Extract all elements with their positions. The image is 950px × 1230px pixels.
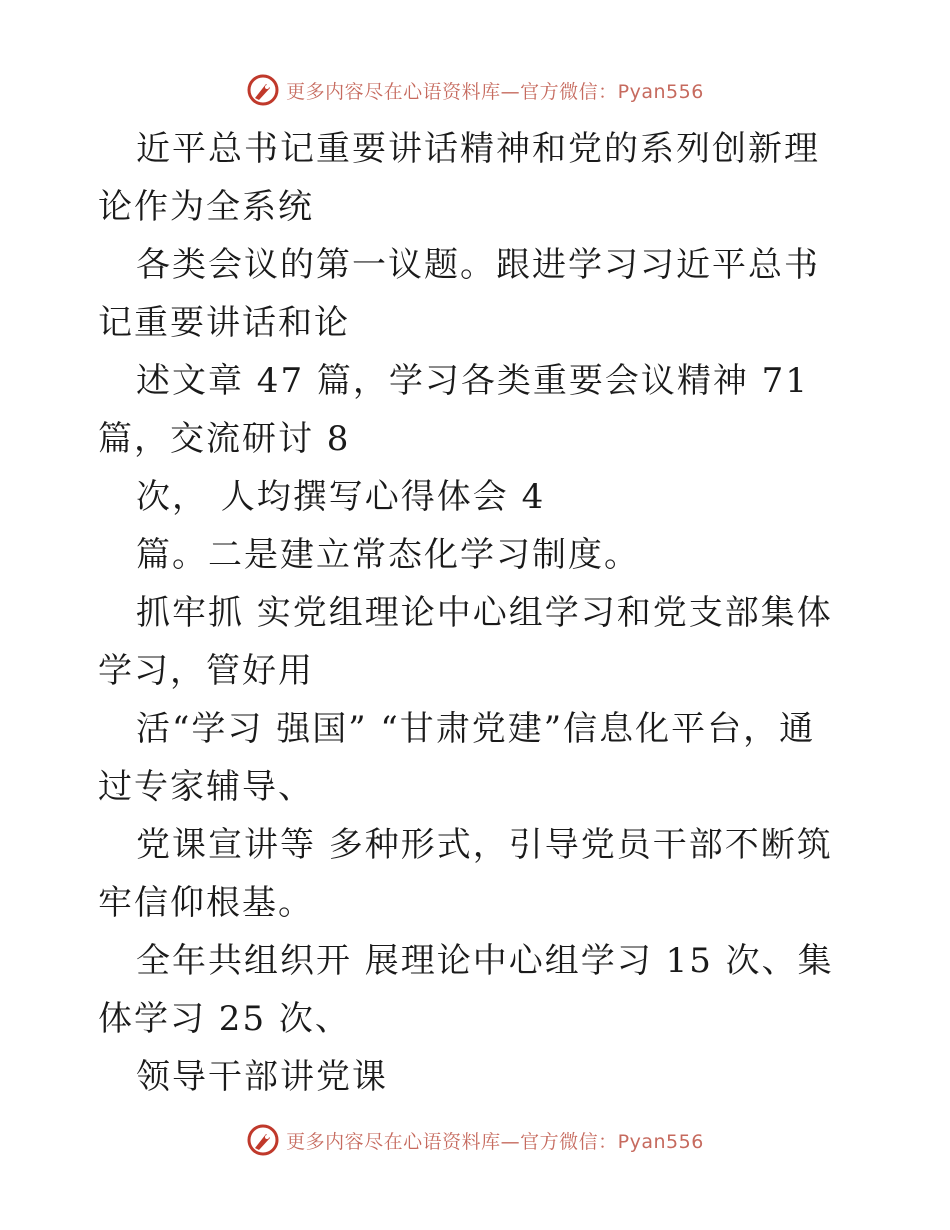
paragraph: 党课宣讲等 多种形式，引导党员干部不断筑牢信仰根基。 bbox=[98, 825, 833, 923]
paragraph: 述文章 47 篇，学习各类重要会议精神 71 篇，交流研讨 8 bbox=[98, 361, 809, 459]
pen-nib-seal-icon bbox=[246, 1123, 280, 1157]
header-watermark bbox=[0, 72, 950, 108]
document-body bbox=[98, 120, 850, 1106]
paragraph: 近平总书记重要讲话精神和党的系列创新理论作为全系统 bbox=[98, 129, 820, 227]
paragraph: 篇。二是建立常态化学习制度。 bbox=[136, 535, 640, 575]
watermark-text: 更多内容尽在心语资料库—官方微信：Pyan556 bbox=[286, 80, 704, 103]
paragraph: 领导干部讲党课 bbox=[136, 1057, 388, 1097]
pen-nib-seal-icon bbox=[246, 73, 280, 107]
paragraph: 抓牢抓 实党组理论中心组学习和党支部集体学习，管好用 bbox=[98, 593, 833, 691]
watermark-text: 更多内容尽在心语资料库—官方微信：Pyan556 bbox=[286, 1130, 704, 1153]
footer-watermark bbox=[0, 1122, 950, 1158]
paragraph: 全年共组织开 展理论中心组学习 15 次、集体学习 25 次、 bbox=[98, 941, 834, 1039]
paragraph: 各类会议的第一议题。跟进学习习近平总书记重要讲话和论 bbox=[98, 245, 820, 343]
paragraph: 次， 人均撰写心得体会 4 bbox=[136, 477, 546, 517]
paragraph: 活“学习 强国” “甘肃党建”信息化平台，通过专家辅导、 bbox=[98, 709, 816, 807]
